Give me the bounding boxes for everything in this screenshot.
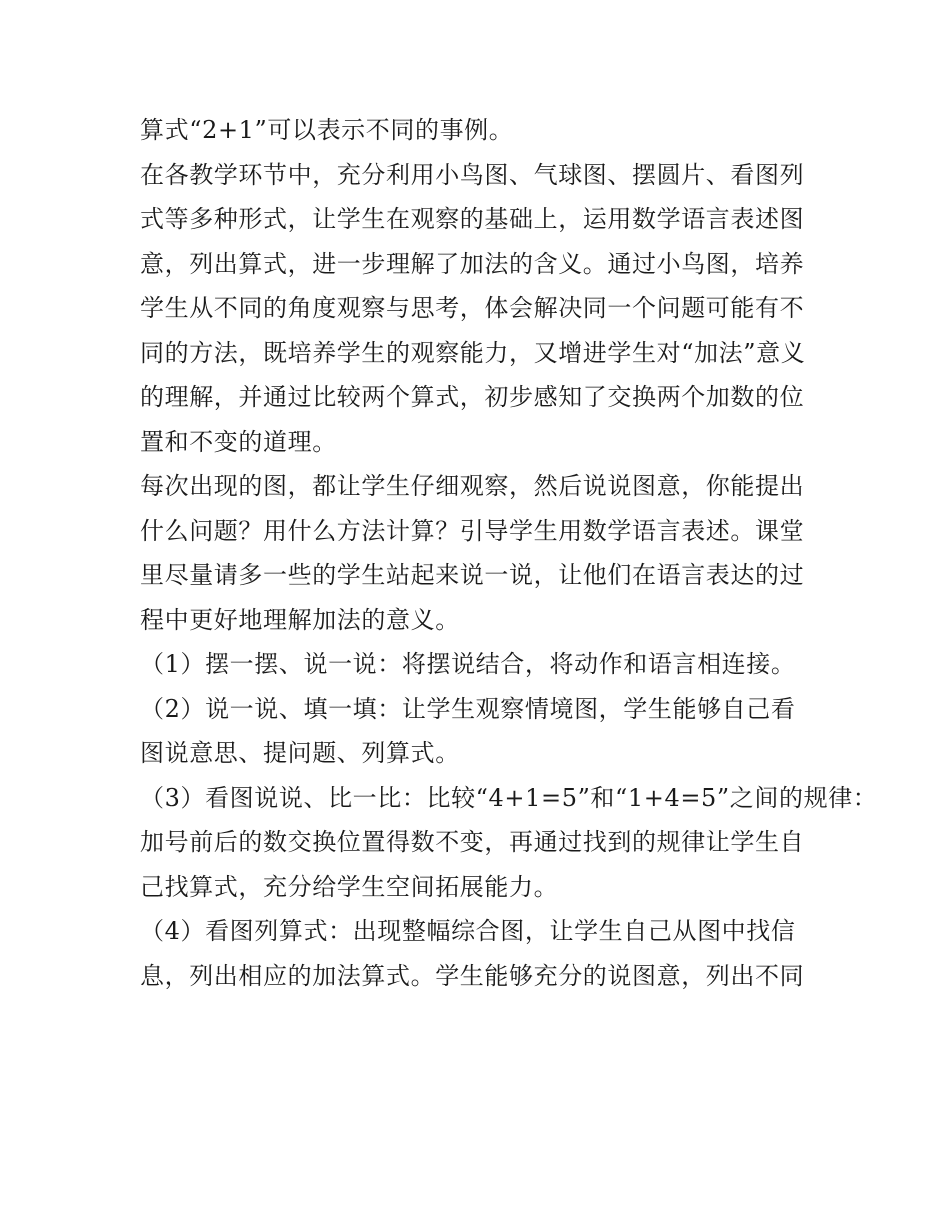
text-line: 式等多种形式，让学生在观察的基础上，运用数学语言表述图: [140, 205, 805, 233]
text-line: （1）摆一摆、说一说：将摆说结合，将动作和语言相连接。: [140, 650, 796, 678]
list-item-2: [140, 687, 816, 776]
text-line: 己找算式，充分给学生空间拓展能力。: [140, 872, 559, 901]
paragraph-teaching-forms: [140, 153, 816, 465]
list-item-4: [140, 909, 816, 998]
text-line: （2）说一说、填一填：让学生观察情境图，学生能够自己看: [140, 694, 796, 723]
text-line: 同的方法，既培养学生的观察能力，又增进学生对“加法”意义: [140, 338, 806, 367]
paragraph-example-summary: [140, 108, 816, 153]
list-item-3: [140, 776, 878, 910]
text-line: （3）看图说说、比一比：比较“4+1=5”和“1+4=5”之间的规律：: [140, 783, 878, 812]
text-line: 置和不变的道理。: [140, 427, 337, 456]
text-line: 算式“2+1”可以表示不同的事例。: [140, 116, 514, 144]
text-line: 加号前后的数交换位置得数不变，再通过找到的规律让学生自: [140, 828, 805, 856]
text-line: 意，列出算式，进一步理解了加法的含义。通过小鸟图，培养: [140, 249, 805, 278]
text-line: （4）看图列算式：出现整幅综合图，让学生自己从图中找信: [140, 917, 796, 945]
text-line: 在各教学环节中，充分利用小鸟图、气球图、摆圆片、看图列: [140, 160, 805, 189]
paragraph-observation: [140, 464, 816, 642]
text-line: 息，列出相应的加法算式。学生能够充分的说图意，列出不同: [140, 961, 805, 990]
text-line: 里尽量请多一些的学生站起来说一说，让他们在语言表达的过: [140, 561, 805, 589]
document-body: [140, 108, 878, 998]
text-line: 什么问题？用什么方法计算？引导学生用数学语言表述。课堂: [140, 516, 805, 545]
text-line: 每次出现的图，都让学生仔细观察，然后说说图意，你能提出: [140, 472, 805, 500]
text-line: 的理解，并通过比较两个算式，初步感知了交换两个加数的位: [140, 383, 805, 411]
text-line: 学生从不同的角度观察与思考，体会解决同一个问题可能有不: [140, 294, 805, 322]
text-line: 图说意思、提问题、列算式。: [140, 739, 460, 767]
text-line: 程中更好地理解加法的意义。: [140, 605, 460, 634]
list-item-1: [140, 642, 816, 687]
